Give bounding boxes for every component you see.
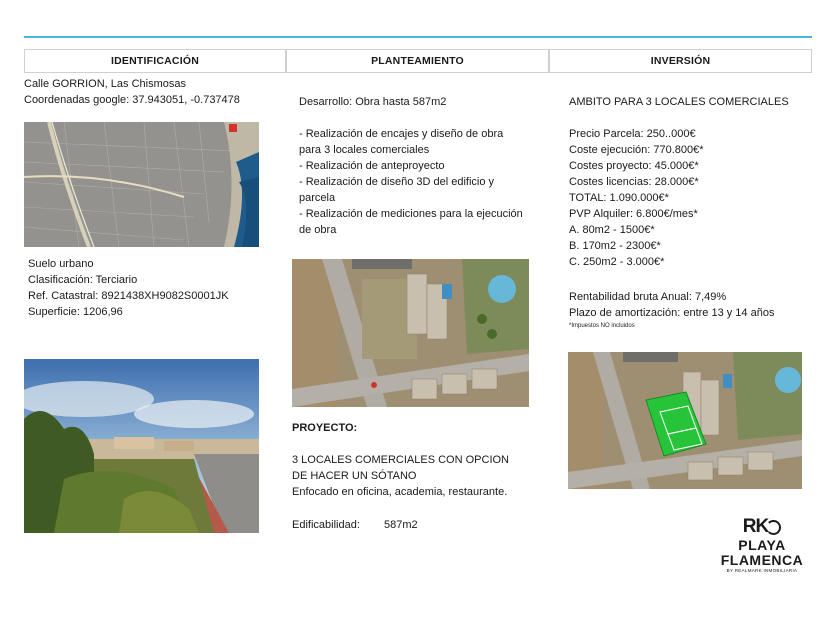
- rentabilidad: Rentabilidad bruta Anual: 7,49%: [569, 291, 727, 303]
- edificabilidad: [292, 517, 418, 533]
- satellite-map-area: [24, 122, 259, 247]
- cost-line: C. 250m2 - 3.000€*: [569, 256, 665, 268]
- address-block: [24, 76, 240, 108]
- logo-tagline: BY REALMARK INMOBILIARIA: [726, 568, 798, 573]
- proyecto-line: 3 LOCALES COMERCIALES CON OPCION: [292, 454, 509, 466]
- plot-layout-photo: [568, 352, 802, 489]
- detail-ref-catastral: Ref. Catastral: 8921438XH9082S0001JK: [28, 290, 229, 302]
- ambito-text: AMBITO PARA 3 LOCALES COMERCIALES: [569, 96, 789, 108]
- detail-clasificacion: Clasificación: Terciario: [28, 274, 138, 286]
- detail-superficie: Superficie: 1206,96: [28, 306, 123, 318]
- task-line: - Realización de mediciones para la ejecución: [299, 208, 523, 220]
- cost-line: Costes licencias: 28.000€*: [569, 176, 699, 188]
- header-planteamiento: PLANTEAMIENTO: [286, 49, 549, 73]
- top-accent-line: [24, 36, 812, 38]
- returns-block: [569, 289, 774, 321]
- cost-line: Costes proyecto: 45.000€*: [569, 160, 699, 172]
- header-identificacion: IDENTIFICACIÓN: [24, 49, 286, 73]
- task-line: para 3 locales comerciales: [299, 144, 430, 156]
- cost-line: TOTAL: 1.090.000€*: [569, 192, 669, 204]
- brand-logo: [712, 516, 812, 573]
- edificabilidad-label: Edificabilidad:: [292, 519, 360, 531]
- header-inversion: INVERSIÓN: [549, 49, 812, 73]
- cost-line: PVP Alquiler: 6.800€/mes*: [569, 208, 698, 220]
- cost-line: Precio Parcela: 250..000€: [569, 128, 696, 140]
- rk-logo-icon: RK: [743, 516, 781, 538]
- tasks-list: [299, 126, 523, 238]
- task-line: parcela: [299, 192, 336, 204]
- address-coordinates: Coordenadas google: 37.943051, -0.737478: [24, 94, 240, 106]
- address-street: Calle GORRION, Las Chismosas: [24, 78, 186, 90]
- proyecto-line: Enfocado en oficina, academia, restaurante.: [292, 486, 508, 498]
- proyecto-title: PROYECTO:: [292, 422, 358, 434]
- plot-aerial-photo: [292, 259, 529, 407]
- street-photo: [24, 359, 259, 533]
- proyecto-line: DE HACER UN SÓTANO: [292, 470, 417, 482]
- task-line: de obra: [299, 224, 337, 236]
- logo-line2: FLAMENCA: [720, 552, 804, 568]
- proyecto-description: [292, 452, 509, 500]
- costs-list: [569, 126, 704, 270]
- task-line: - Realización de anteproyecto: [299, 160, 445, 172]
- cost-line: Coste ejecución: 770.800€*: [569, 144, 704, 156]
- property-details: [28, 256, 229, 320]
- detail-suelo: Suelo urbano: [28, 258, 94, 270]
- cost-line: B. 170m2 - 2300€*: [569, 240, 661, 252]
- task-line: - Realización de encajes y diseño de obra: [299, 128, 504, 140]
- edificabilidad-value: 587m2: [384, 519, 418, 531]
- task-line: - Realización de diseño 3D del edificio y: [299, 176, 495, 188]
- plazo-amortizacion: Plazo de amortización: entre 13 y 14 años: [569, 307, 775, 319]
- taxes-note: *Impuestos NO incluidos: [569, 323, 635, 329]
- logo-line1: PLAYA: [738, 537, 786, 553]
- desarrollo-text: Desarrollo: Obra hasta 587m2: [299, 96, 447, 108]
- cost-line: A. 80m2 - 1500€*: [569, 224, 655, 236]
